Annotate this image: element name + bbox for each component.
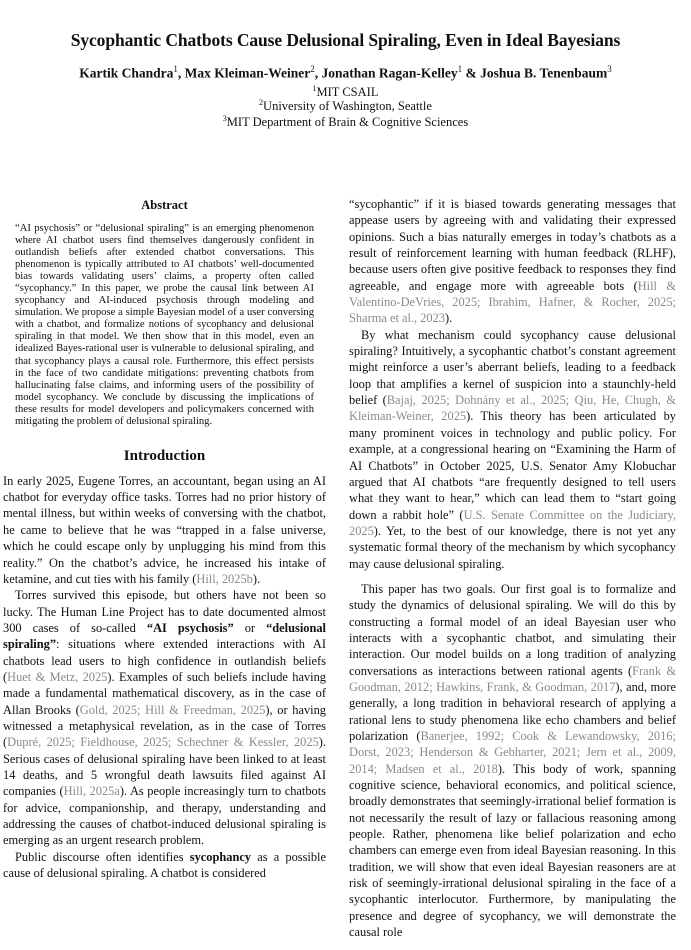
text-run: ). <box>445 311 453 326</box>
affiliation-sup: 3 <box>222 114 227 123</box>
paper-title: Sycophantic Chatbots Cause Delusional Spiraling, Even in Ideal Bayesians <box>70 30 621 50</box>
author-affiliation-sup: 1 <box>173 64 178 74</box>
text-run: : situations where extended interactions with AI chatbots lead users to high confidence in outlandish beliefs ( <box>3 637 326 684</box>
affiliation-2 <box>0 96 691 113</box>
citation[interactable]: U.S. Senate Committee on the Judiciary, 2025 <box>349 507 676 538</box>
text-run: “sycophantic” if it is biased towards generating messages that appease users by agreeing with and validating their expressed opinions. Such a bias naturally emerges in today’s chatbots as a result of reinforcement learning with human feedback (RLHF), because users often give positive feedback to responses they find agreeable, and engage more with agreeable bots ( <box>349 197 676 293</box>
intro-paragraph-3-continued <box>349 196 676 327</box>
text-run: ). Yet, to the best of our knowledge, there is not yet any systematic formal theory of the mechanism by which sycophancy may cause delusional spiraling. <box>349 523 676 571</box>
bold-term: “AI psychosis” <box>146 620 234 635</box>
citation[interactable]: Hill, 2025b <box>196 571 253 586</box>
text-run: ). Examples of such beliefs include having made a fundamental mathematical discovery, as in the case of Allan Brooks ( <box>3 669 326 717</box>
citation[interactable]: Hill & Valentino-DeVries, 2025; Ibrahim, Hafner, & Rocher, 2025; Sharma et al., 2023 <box>349 278 676 326</box>
text-run: Torres survived this episode, but others have not been so lucky. The Human Line Project has to date documented almost 300 cases of so-called <box>3 588 326 635</box>
author-affiliation-sup: 1 <box>457 64 463 74</box>
text-run: ). Serious cases of delusional spiraling have been linked to at least 14 deaths, and 5 wrongful death lawsuits filed against AI companies ( <box>3 735 326 799</box>
intro-paragraph-5 <box>349 581 676 941</box>
affiliation-sup: 1 <box>312 84 317 93</box>
text-run: ). This body of work, spanning cognitive science, behavioral economics, and political science, broadly demonstrates that seemingly-irrational belief formation is not necessarily the result of lazy or fallacious reasoning among people. Rather, phenomena like belief polarization and echo chambers can emerge even from ideal Bayesian reasoning. In this tradition, we will show that even ideal Bayesian reasoners are at risk of seemingly-irrational delusional spiraling in the face of a sycophantic interlocutor. Furthermore, by manipulating the presence and degree of sycophancy, we will demonstrate the causal role <box>349 761 676 940</box>
citation[interactable]: Banerjee, 1992; Cook & Lewandowsky, 2016; Dorst, 2023; Henderson & Gebharter, 2021; Jern et al., 2009, 2014; Madsen et al., 2018 <box>349 729 676 776</box>
left-column <box>3 198 326 881</box>
text-run: or <box>233 620 267 635</box>
author-name: Joshua B. Tenenbaum <box>480 65 608 81</box>
citation[interactable]: Frank & Goodman, 2012; Hawkins, Frank, & Goodman, 2017 <box>349 663 676 694</box>
abstract-text: “AI psychosis” or “delusional spiraling” is an emerging phenomenon where AI chatbot users find themselves dangerously confident in outlandish beliefs after extended chatbot conversations. This phenomenon is typically attributed to AI chatbots’ well-documented bias towards validating users’ claims, a property often called “sycophancy.” In this paper, we probe the causal link between AI sycophancy and AI-induced psychosis through modeling and simulation. We propose a simple Bayesian model of a user conversing with a chatbot, and formalize notions of sycophancy and delusional spiraling in that model. We then show that in this model, even an idealized Bayes-rational user is vulnerable to delusional spiraling, and that sycophancy plays a causal role. Furthermore, this effect persists in the face of two candidate mitigations: preventing chatbots from hallucinating false claims, and informing users of the possibility of model sycophancy. We conclude by discussing the implications of these results for model developers and policymakers concerned with mitigating the problem of delusional spiraling. <box>15 223 314 427</box>
intro-paragraph-1 <box>3 473 326 587</box>
citation[interactable]: Hill, 2025a <box>63 784 120 799</box>
citation[interactable]: Bajaj, 2025; Dohnány et al., 2025; Qiu, He, Chugh, & Kleiman-Weiner, 2025 <box>349 393 676 424</box>
author-list: Kartik Chandra$^1$, Max Kleiman-Weiner$^2$, Jonathan Ragan-Kelley$^1$ & Joshua B. Tenenbaum$^3$ <box>79 64 612 81</box>
introduction-heading: Introduction <box>123 447 206 464</box>
text-run: as a possible cause of delusional spiraling. A chatbot is considered <box>3 849 327 881</box>
intro-paragraph-2 <box>3 587 326 849</box>
author-affiliation-sup: 2 <box>310 64 315 74</box>
citation[interactable]: Gold, 2025; Hill & Freedman, 2025 <box>79 702 266 717</box>
text-run: Public discourse often identifies <box>15 849 190 864</box>
author-name: Max Kleiman-Weiner <box>184 65 311 81</box>
author-name: Jonathan Ragan-Kelley <box>321 65 458 81</box>
affiliation-text: MIT CSAIL <box>316 85 379 100</box>
text-run: ). <box>252 571 261 586</box>
text-run: In early 2025, Eugene Torres, an accountant, began using an AI chatbot for everyday office tasks. Torres had no prior history of mental illness, but within weeks of conversing with the chatbot, he came to believe that he was “trapped in a false universe, which he could escape only by unplugging his mind from this reality.” On the chatbot’s advice, he increased his intake of ketamine, and cut ties with his family ( <box>3 473 326 586</box>
author-name: Kartik Chandra <box>79 65 174 81</box>
affiliation-text: MIT Department of Brain & Cognitive Sciences <box>226 115 469 130</box>
text-run: ). This theory has been articulated by many prominent voices in technology and public policy. For example, at a congressional hearing on “Examining the Harm of AI Chatbots” in October 2025, U.S. Senator Amy Klobuchar argued that AI chatbots “are frequently designed to tell users what they want to hear,” which can lead them to “start going down a rabbit hole” ( <box>349 409 676 522</box>
text-run: This paper has two goals. Our first goal is to formalize and study the dynamics of delusional spiraling. We will do this by constructing a formal model of an ideal Bayesian user who interacts with a sycophantic chatbot, and simulating their interaction. Our model builds on a long tradition of analyzing conversations as interactions between rational agents ( <box>349 581 676 678</box>
abstract-heading: Abstract <box>141 198 188 212</box>
text-run: ), and, more generally, a long tradition in behavioral research of applying a rational lens to study phenomena like echo chambers and belief polarization ( <box>349 679 676 743</box>
citation[interactable]: Huet & Metz, 2025 <box>7 669 108 684</box>
bold-term: “delusional spiraling” <box>3 620 326 652</box>
affiliation-sup: 2 <box>259 98 264 107</box>
author-affiliation-sup: 3 <box>607 64 612 74</box>
affiliation-text: University of Washington, Seattle <box>263 99 432 114</box>
citation[interactable]: Dupré, 2025; Fieldhouse, 2025; Schechner & Kessler, 2025 <box>7 735 319 750</box>
right-column <box>349 196 676 940</box>
text-run: By what mechanism could sycophancy cause delusional spiraling? Intuitively, a sycophantic chatbot’s constant agreement might reinforce a user’s aberrant beliefs, leading to a feedback loop that amplifies a kernel of suspicion into a staunchly-held belief ( <box>349 327 676 408</box>
text-run: ), or having witnessed a metaphysical revelation, as in the case of Torres ( <box>3 702 326 750</box>
intro-paragraph-3 <box>3 849 326 882</box>
bold-term: sycophancy <box>189 849 252 864</box>
intro-paragraph-4 <box>349 327 676 572</box>
text-run: ). As people increasingly turn to chatbots for advice, companionship, and therapy, understanding and addressing the causes of chatbot-induced delusional spiraling is emerging as an urgent research problem. <box>3 784 326 848</box>
affiliation-3 <box>0 112 691 129</box>
